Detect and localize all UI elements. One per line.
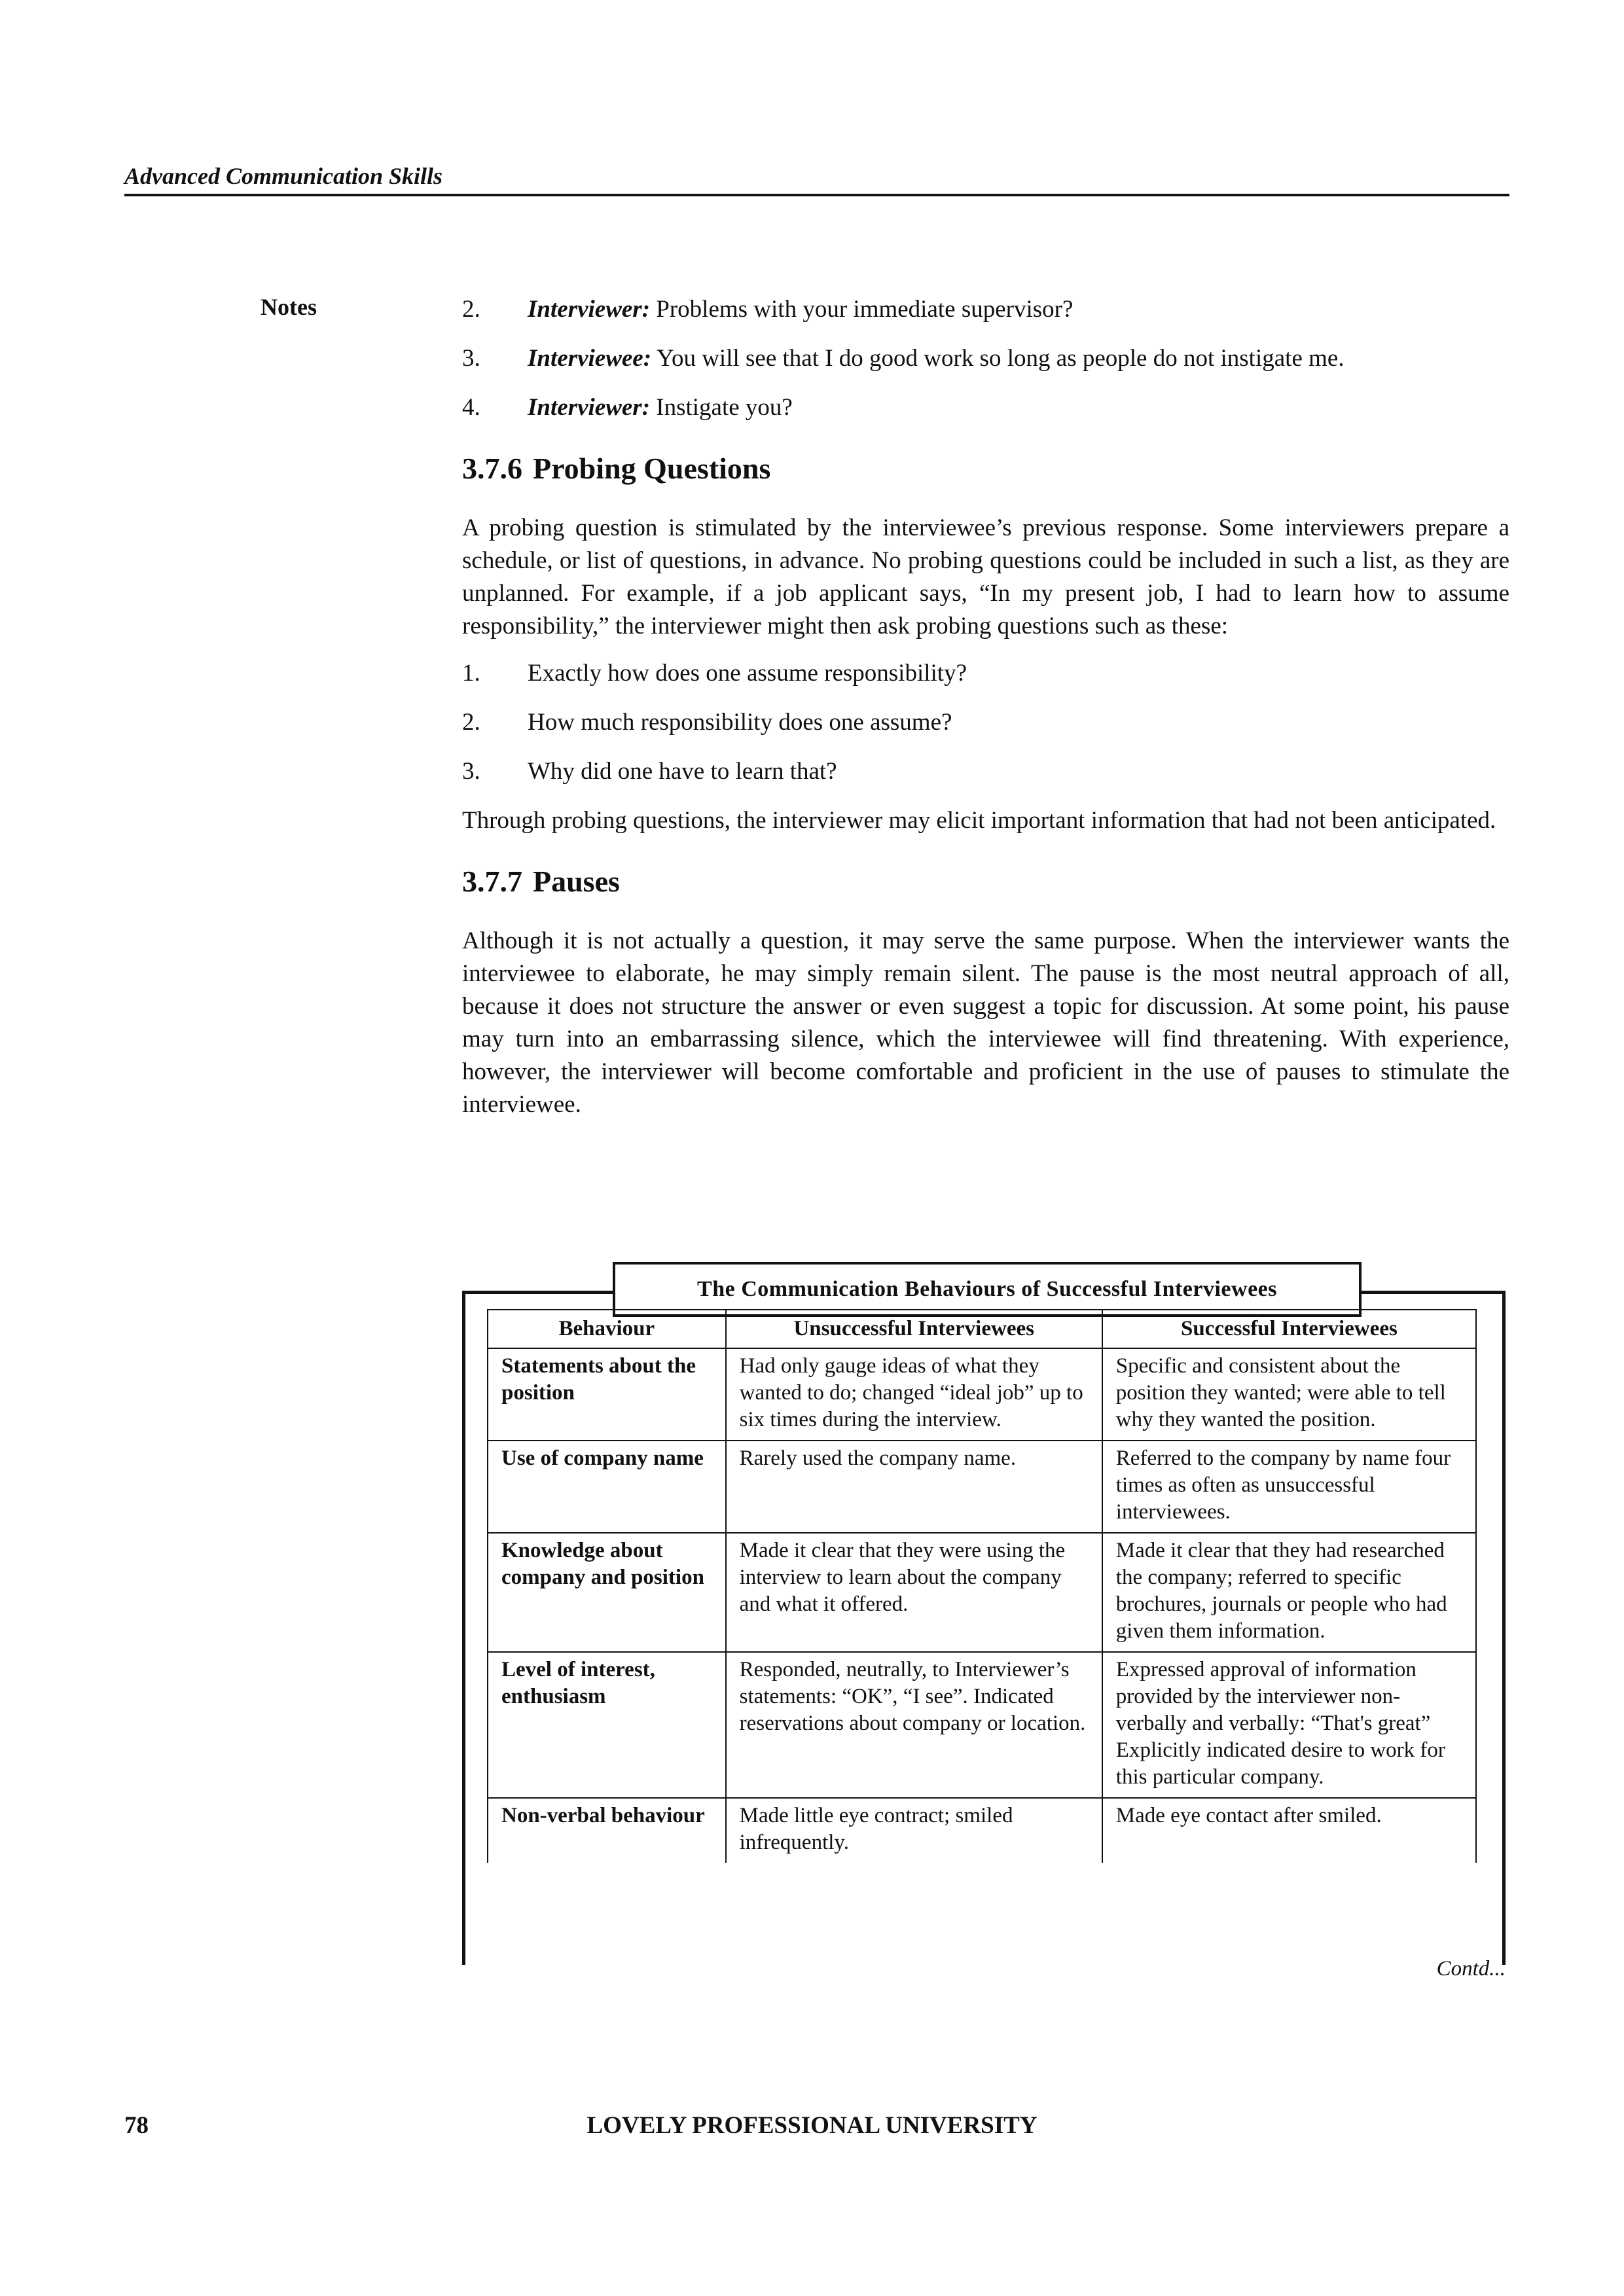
behaviour-cell: Statements about the position	[488, 1348, 726, 1441]
section-number: 3.7.6	[462, 452, 522, 485]
question-text: How much responsibility does one assume?	[528, 709, 952, 736]
unsuccessful-cell: Responded, neutrally, to Interviewer’s statements: “OK”, “I see”. Indicated reservations about company or location.	[726, 1652, 1102, 1798]
column-header: Behaviour	[488, 1310, 726, 1348]
item-number: 4.	[462, 394, 480, 421]
dialogue-text: Instigate you?	[656, 394, 793, 421]
pauses-paragraph: Although it is not actually a question, it may serve the same purpose. When the interviewer wants the interviewee to elaborate, he may simply remain silent. The pause is the most neutral approach of all, because it does not structure the answer or even suggest a topic for discussion. At some point, his pause may turn into an embarrassing silence, which the interviewee will find threatening. With experience, however, the interviewer will become comfortable and proficient in the use of pauses to stimulate the interviewee.	[462, 927, 1509, 1118]
table-row	[488, 1441, 1476, 1533]
notes-label: Notes	[261, 294, 317, 320]
section-heading-probing	[462, 450, 1509, 487]
section-heading-pauses	[462, 863, 1509, 900]
table-row	[488, 1652, 1476, 1798]
section-title: Probing Questions	[533, 452, 771, 485]
successful-cell: Made eye contact after smiled.	[1102, 1798, 1476, 1863]
section-number: 3.7.7	[462, 865, 522, 898]
figure-title: The Communication Behaviours of Successful Interviewees	[613, 1262, 1362, 1317]
question-item	[462, 657, 1509, 690]
dialogue-item	[462, 391, 1509, 424]
dialogue-item	[462, 342, 1509, 375]
footer-university: LOVELY PROFESSIONAL UNIVERSITY	[586, 2112, 1038, 2139]
question-item	[462, 755, 1509, 788]
main-content	[462, 293, 1509, 1136]
speaker-role: Interviewer:	[528, 394, 651, 421]
successful-cell: Made it clear that they had researched the company; referred to specific brochures, journals or people who had given them information.	[1102, 1533, 1476, 1652]
successful-cell: Specific and consistent about the position they wanted; were able to tell why they wanted the position.	[1102, 1348, 1476, 1441]
unsuccessful-cell: Rarely used the company name.	[726, 1441, 1102, 1533]
successful-cell: Expressed approval of information provided by the interviewer non-verbally and verbally: “That's great” Explicitly indicated desire to work for this particular company.	[1102, 1652, 1476, 1798]
table-row	[488, 1533, 1476, 1652]
item-number: 3.	[462, 345, 480, 372]
page-number: 78	[124, 2112, 149, 2139]
question-text: Why did one have to learn that?	[528, 758, 837, 785]
continued-label: Contd...	[1436, 1957, 1506, 1981]
speaker-role: Interviewer:	[528, 296, 651, 323]
behaviours-figure	[462, 1262, 1509, 1962]
table-row	[488, 1348, 1476, 1441]
table-row	[488, 1798, 1476, 1863]
behaviours-table	[487, 1309, 1477, 1863]
item-number: 2.	[462, 709, 480, 736]
unsuccessful-cell: Made it clear that they were using the interview to learn about the company and what it offered.	[726, 1533, 1102, 1652]
item-number: 1.	[462, 660, 480, 687]
item-number: 3.	[462, 758, 480, 785]
column-header: Unsuccessful Interviewees	[726, 1310, 1102, 1348]
unsuccessful-cell: Made little eye contract; smiled infrequently.	[726, 1798, 1102, 1863]
dialogue-text: You will see that I do good work so long as people do not instigate me.	[656, 345, 1344, 372]
probing-intro-paragraph: A probing question is stimulated by the interviewee’s previous response. Some interviewers prepare a schedule, or list of questions, in advance. No probing questions could be included in such a list, as they are unplanned. For example, if a job applicant says, “In my present job, I had to learn how to assume responsibility,” the interviewer might then ask probing questions such as these:	[462, 514, 1509, 639]
probing-closing-paragraph: Through probing questions, the interviewer may elicit important information that had not been anticipated.	[462, 807, 1496, 834]
unsuccessful-cell: Had only gauge ideas of what they wanted to do; changed “ideal job” up to six times during the interview.	[726, 1348, 1102, 1441]
dialogue-text: Problems with your immediate supervisor?	[656, 296, 1074, 323]
behaviour-cell: Knowledge about company and position	[488, 1533, 726, 1652]
question-item	[462, 706, 1509, 739]
header-rule	[124, 194, 1509, 196]
behaviour-cell: Use of company name	[488, 1441, 726, 1533]
item-number: 2.	[462, 296, 480, 323]
behaviour-cell: Non-verbal behaviour	[488, 1798, 726, 1863]
column-header: Successful Interviewees	[1102, 1310, 1476, 1348]
speaker-role: Interviewee:	[528, 345, 652, 372]
table-header-row	[488, 1310, 1476, 1348]
dialogue-item	[462, 293, 1509, 326]
running-title: Advanced Communication Skills	[124, 163, 443, 189]
behaviour-cell: Level of interest, enthusiasm	[488, 1652, 726, 1798]
question-text: Exactly how does one assume responsibility?	[528, 660, 967, 687]
section-title: Pauses	[533, 865, 620, 898]
successful-cell: Referred to the company by name four times as often as unsuccessful interviewees.	[1102, 1441, 1476, 1533]
